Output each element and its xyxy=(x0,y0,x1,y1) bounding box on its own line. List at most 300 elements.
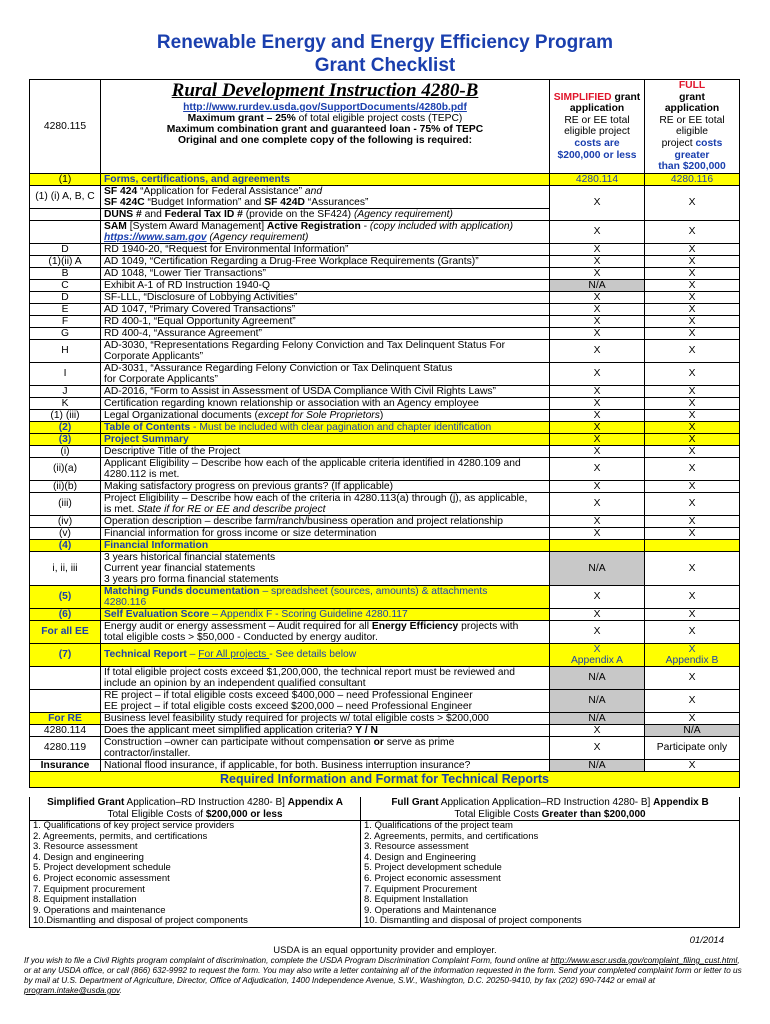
text: RE or EE total xyxy=(564,114,630,126)
table-cell: X xyxy=(550,515,645,527)
table-row xyxy=(30,643,740,666)
table-cell: X xyxy=(645,409,740,421)
table-cell xyxy=(101,409,550,421)
page-title xyxy=(0,31,770,77)
table-cell: (3) xyxy=(30,433,101,445)
table-cell: X xyxy=(550,409,645,421)
list-item: 7. Equipment procurement xyxy=(33,883,145,895)
text: 4280.112 is met. xyxy=(104,468,180,480)
table-cell: (6) xyxy=(30,608,101,620)
table-row xyxy=(30,279,740,291)
list-item: 6. Project economic assessment xyxy=(33,872,170,884)
text: RE or EE total eligible xyxy=(659,114,725,138)
table-cell: Descriptive Title of the Project xyxy=(101,445,550,457)
table-cell: N/A xyxy=(550,666,645,689)
table-cell: X xyxy=(550,243,645,255)
table-cell: I xyxy=(30,362,101,385)
list-item: 2. Agreements, permits, and certifications xyxy=(364,830,539,842)
list-item: 10.Dismantling and disposal of project components xyxy=(33,915,248,927)
text: contractor/installer. xyxy=(104,747,191,759)
table-cell xyxy=(101,585,550,608)
text: - Must be included with clear pagination and chapter identification xyxy=(190,421,492,433)
table-cell: X xyxy=(645,255,740,267)
text: Energy Efficiency xyxy=(371,620,459,632)
table-cell: AD-2016, “Form to Assist in Assessment of USDA Compliance With Civil Rights Laws” xyxy=(101,385,550,397)
table-cell: (1)(ii) A xyxy=(30,255,101,267)
text: application xyxy=(664,103,720,115)
table-cell: X xyxy=(645,759,740,771)
text: “Application for Federal Assistance” xyxy=(137,185,303,197)
table-cell: (ii)(b) xyxy=(30,480,101,492)
list-item: 1. Qualifications of the project team xyxy=(364,820,513,831)
table-row xyxy=(30,362,740,385)
text: (copy included with application) xyxy=(369,220,514,232)
table-cell: 4280.114 xyxy=(550,173,645,185)
table-row xyxy=(30,433,740,445)
text: - See details below xyxy=(269,649,357,661)
text: “Budget Information” and xyxy=(144,196,265,208)
text: Table of Contents xyxy=(104,421,191,433)
text: for Corporate Applicants” xyxy=(104,373,218,385)
table-cell: Project Summary xyxy=(101,433,550,445)
text: $200,000 or less xyxy=(205,808,283,820)
text: (Agency requirement) xyxy=(353,208,453,220)
table-row xyxy=(30,327,740,339)
table-cell: (i) xyxy=(30,445,101,457)
table-cell: X xyxy=(550,585,645,608)
text: 4280.115 xyxy=(43,120,87,132)
text: is met. xyxy=(104,503,138,515)
table-cell: X xyxy=(645,712,740,724)
table-cell: RD 1940-20, “Request for Environmental Information” xyxy=(101,243,550,255)
table-cell: X xyxy=(550,185,645,220)
text: Renewable Energy and Energy Efficiency Program xyxy=(156,32,614,53)
table-cell: X xyxy=(645,421,740,433)
text: For All projects xyxy=(198,649,270,661)
list-item: 4. Design and Engineering xyxy=(364,851,476,863)
text: Appendix A xyxy=(570,654,624,666)
text: . xyxy=(119,986,122,995)
text: total eligible costs > $50,000 - Conducted by energy auditor. xyxy=(104,631,378,643)
table-cell xyxy=(101,362,550,385)
full-report-items xyxy=(361,821,740,928)
text: than $200,000 xyxy=(658,161,726,173)
table-cell: Participate only xyxy=(645,736,740,759)
text: Corporate Applicants” xyxy=(104,350,204,362)
text: Full Grant xyxy=(391,797,439,808)
table-cell: X xyxy=(645,492,740,515)
table-row xyxy=(30,339,740,362)
text: AD-3031, “Assurance Regarding Felony Conviction or Tax Delinquent Status xyxy=(104,362,453,374)
text: Appendix A xyxy=(287,797,343,808)
table-cell: RD 400-4, “Assurance Agreement” xyxy=(101,327,550,339)
table-row xyxy=(30,527,740,539)
civil-rights-notice xyxy=(24,956,746,996)
text: Construction –owner can participate without compensation xyxy=(104,736,374,748)
text: Self Evaluation Score xyxy=(104,608,210,620)
text: application xyxy=(569,103,625,115)
text: - xyxy=(360,220,370,232)
table-cell xyxy=(101,643,550,666)
text: – xyxy=(186,649,199,661)
table-cell xyxy=(101,736,550,759)
rd-instruction-title: Rural Development Instruction 4280-B xyxy=(171,80,479,101)
simplified-report-items xyxy=(30,821,361,928)
table-cell: (4) xyxy=(30,539,101,551)
table-cell: Financial Information xyxy=(101,539,550,551)
list-item: 6. Project economic assessment xyxy=(364,872,501,884)
table-cell xyxy=(101,689,550,712)
table-cell: G xyxy=(30,327,101,339)
complaint-form-link[interactable]: http://www.ascr.usda.gov/complaint_filing_cust.html xyxy=(550,956,738,965)
table-cell: X xyxy=(645,385,740,397)
table-cell: N/A xyxy=(550,712,645,724)
table-row xyxy=(30,385,740,397)
text: – spreadsheet (sources, amounts) & attachments xyxy=(259,585,488,597)
table-row xyxy=(30,608,740,620)
text: If total eligible project costs exceed $1,200,000, the technical report must be reviewed and xyxy=(104,666,515,678)
table-cell: X xyxy=(550,527,645,539)
text: project xyxy=(661,137,696,149)
table-cell: X xyxy=(550,736,645,759)
table-cell xyxy=(30,689,101,712)
table-cell: B xyxy=(30,267,101,279)
table-cell: J xyxy=(30,385,101,397)
text: “Assurances” xyxy=(304,196,369,208)
table-cell: C xyxy=(30,279,101,291)
required-title: Required Information and Format for Technical Reports xyxy=(30,771,740,787)
table-cell: X xyxy=(645,433,740,445)
table-row xyxy=(30,585,740,608)
text: Matching Funds documentation xyxy=(104,585,260,597)
table-cell xyxy=(101,208,550,220)
table-cell: X xyxy=(645,315,740,327)
table-cell: X xyxy=(645,362,740,385)
table-cell: X xyxy=(645,243,740,255)
table-cell: X xyxy=(645,457,740,480)
list-item: 9. Operations and Maintenance xyxy=(364,904,497,916)
text: DUNS # xyxy=(104,208,142,220)
table-cell: X xyxy=(550,397,645,409)
table-cell: X xyxy=(645,608,740,620)
revision-date: 01/2014 xyxy=(689,935,724,946)
list-item: 9. Operations and maintenance xyxy=(33,904,166,916)
text: ) xyxy=(379,409,384,421)
table-row xyxy=(30,243,740,255)
table-cell: X xyxy=(550,339,645,362)
text: , or at any USDA office, or call (866) 632-9992 to request the form. You may also write a letter containing all of the information requested in the form. Send your completed complaint form or letter to us by mail at U.S. Department of Agriculture, Director, Office of Adjudication, 1400 Independence Avenue, S.W., Washington, D.C. 20250-9410, by fax (202) 690-7442 or email at xyxy=(24,956,742,985)
table-cell xyxy=(30,666,101,689)
equal-opportunity-statement: USDA is an equal opportunity provider and employer. xyxy=(273,945,497,956)
text: 3 years historical financial statements xyxy=(104,551,276,563)
table-cell: X xyxy=(550,421,645,433)
table-cell: X xyxy=(645,666,740,689)
table-cell: X xyxy=(645,527,740,539)
table-row xyxy=(30,397,740,409)
text: Total Eligible Costs xyxy=(454,808,542,820)
table-cell xyxy=(101,421,550,433)
header-cell xyxy=(101,80,550,174)
table-row xyxy=(30,515,740,527)
text: If you wish to file a Civil Rights program complaint of discrimination, complete the USDA Program Discrimination Complaint Form, found online at xyxy=(24,956,551,965)
table-row xyxy=(30,539,740,551)
table-row xyxy=(30,255,740,267)
text: grant xyxy=(611,91,641,103)
table-cell: Making satisfactory progress on previous grants? (If applicable) xyxy=(101,480,550,492)
table-cell xyxy=(101,666,550,689)
table-cell: X xyxy=(550,724,645,736)
table-cell xyxy=(645,539,740,551)
list-item: 4. Design and engineering xyxy=(33,851,144,863)
table-cell: K xyxy=(30,397,101,409)
text: Legal Organizational documents ( xyxy=(104,409,258,421)
table-cell: E xyxy=(30,303,101,315)
text: Total Eligible Costs of xyxy=(107,808,206,820)
list-item: 10. Dismantling and disposal of project components xyxy=(364,915,582,927)
table-cell: X xyxy=(645,185,740,220)
text: [System Award Management] xyxy=(126,220,267,232)
text: Greater than $200,000 xyxy=(541,808,646,820)
table-cell xyxy=(30,208,101,220)
section-ref xyxy=(30,80,101,174)
table-cell: Business level feasibility study required for projects w/ total eligible costs > $200,000 xyxy=(101,712,550,724)
table-cell: Exhibit A-1 of RD Instruction 1940-Q xyxy=(101,279,550,291)
technical-report-table xyxy=(29,797,740,928)
table-cell: X xyxy=(645,279,740,291)
table-cell: X xyxy=(645,445,740,457)
table-row xyxy=(30,689,740,712)
text: $200,000 or less xyxy=(557,149,637,161)
program-intake-email-link[interactable]: program.intake@usda.gov xyxy=(24,986,120,995)
table-cell: X xyxy=(550,492,645,515)
table-cell xyxy=(550,539,645,551)
table-cell: N/A xyxy=(550,551,645,585)
text: RE project – if total eligible costs exceed $400,000 – need Professional Engineer xyxy=(104,689,473,701)
table-cell xyxy=(550,643,645,666)
text: SF 424C xyxy=(104,196,145,208)
table-cell: X xyxy=(645,303,740,315)
table-cell xyxy=(101,620,550,643)
text: Federal Tax ID # xyxy=(164,208,243,220)
text: FULL xyxy=(678,80,706,91)
text: Applicant Eligibility – Describe how each of the applicable criteria identified in 4280.109 and xyxy=(104,457,521,469)
table-cell: X xyxy=(550,291,645,303)
table-cell: 4280.119 xyxy=(30,736,101,759)
table-cell: X xyxy=(550,303,645,315)
list-item: 3. Resource assessment xyxy=(33,841,138,853)
text: and xyxy=(141,208,165,220)
text: SIMPLIFIED xyxy=(553,91,612,103)
table-cell: (5) xyxy=(30,585,101,608)
table-row xyxy=(30,736,740,759)
table-cell xyxy=(101,220,550,243)
text: include an opinion by an independent qualified consultant xyxy=(104,677,366,689)
table-cell: D xyxy=(30,291,101,303)
list-item: 5. Project development schedule xyxy=(33,862,171,874)
table-cell: National flood insurance, if applicable, for both. Business interruption insurance? xyxy=(101,759,550,771)
text: Application–RD Instruction 4280- B] xyxy=(124,797,288,808)
text: SF 424 xyxy=(104,185,138,197)
table-cell: D xyxy=(30,243,101,255)
text: of total eligible project costs (TEPC) xyxy=(295,113,463,124)
table-cell: (ii)(a) xyxy=(30,457,101,480)
table-row xyxy=(30,315,740,327)
list-item: 1. Qualifications of key project service providers xyxy=(33,820,235,831)
table-row xyxy=(30,445,740,457)
table-cell: Insurance xyxy=(30,759,101,771)
table-cell: X xyxy=(550,433,645,445)
table-cell: (1) (iii) xyxy=(30,409,101,421)
table-cell: For all EE xyxy=(30,620,101,643)
table-cell: 4280.114 xyxy=(30,724,101,736)
table-cell: AD 1049, “Certification Regarding a Drug-Free Workplace Requirements (Grants)” xyxy=(101,255,550,267)
table-cell: (2) xyxy=(30,421,101,433)
table-cell: X xyxy=(550,220,645,243)
full-header xyxy=(645,80,740,174)
text: eligible project xyxy=(564,126,630,138)
req-list-row xyxy=(30,821,740,928)
simplified-report-header xyxy=(30,797,361,821)
table-cell: X xyxy=(645,515,740,527)
text: Grant Checklist xyxy=(314,55,456,76)
table-row xyxy=(30,291,740,303)
list-item: 3. Resource assessment xyxy=(364,841,469,853)
table-cell: X xyxy=(550,445,645,457)
text: – Appendix F - Scoring Guideline 4280.117 xyxy=(209,608,408,620)
text: Y / N xyxy=(355,724,378,736)
table-cell: i, ii, iii xyxy=(30,551,101,585)
table-row xyxy=(30,303,740,315)
text: Project Eligibility – Describe how each of the criteria in 4280.113(a) through (j), as applicable, xyxy=(104,492,528,504)
table-cell: X xyxy=(645,327,740,339)
table-cell: Financial information for gross income or size determination xyxy=(101,527,550,539)
text: Maximum combination grant and guaranteed loan - 75% of TEPC xyxy=(166,124,484,135)
list-item: 8. Equipment installation xyxy=(33,894,137,906)
req-header-row xyxy=(30,797,740,821)
text: or xyxy=(373,736,384,748)
table-row xyxy=(30,421,740,433)
table-cell: 4280.116 xyxy=(645,173,740,185)
list-item: 7. Equipment Procurement xyxy=(364,883,478,895)
table-cell xyxy=(101,339,550,362)
table-row xyxy=(30,759,740,771)
table-cell: N/A xyxy=(645,724,740,736)
table-cell: (1) xyxy=(30,173,101,185)
table-cell: H xyxy=(30,339,101,362)
table-cell: SF-LLL, “Disclosure of Lobbying Activities” xyxy=(101,291,550,303)
text: Application Application–RD Instruction 4280- B] xyxy=(438,797,654,808)
table-cell: (iv) xyxy=(30,515,101,527)
table-cell: N/A xyxy=(550,759,645,771)
table-cell: For RE xyxy=(30,712,101,724)
text: Maximum grant – 25% xyxy=(187,113,296,124)
table-cell: X xyxy=(645,585,740,608)
table-cell xyxy=(101,185,550,208)
text: Current year financial statements xyxy=(104,562,256,574)
text: AD-3030, “Representations Regarding Felony Conviction and Tax Delinquent Status For xyxy=(104,339,506,351)
text: costs are xyxy=(574,137,620,149)
table-cell: X xyxy=(550,267,645,279)
text: and xyxy=(302,185,323,197)
table-cell: X xyxy=(645,551,740,585)
table-row xyxy=(30,492,740,515)
table-cell: (v) xyxy=(30,527,101,539)
instruction-link[interactable]: http://www.rurdev.usda.gov/SupportDocuments/4280b.pdf xyxy=(183,102,467,113)
text: Technical Report xyxy=(104,649,187,661)
table-cell: (7) xyxy=(30,643,101,666)
text: Active Registration xyxy=(266,220,361,232)
table-cell xyxy=(101,492,550,515)
table-cell xyxy=(30,220,101,243)
text: grant xyxy=(679,91,705,103)
table-row xyxy=(30,173,740,185)
table-cell: N/A xyxy=(550,279,645,291)
table-cell: X xyxy=(550,608,645,620)
text: State if for RE or EE and describe project xyxy=(137,503,326,515)
text: Original and one complete copy of the following is required: xyxy=(177,135,473,146)
text: SAM xyxy=(104,220,127,232)
text: X xyxy=(688,643,696,655)
table-cell: AD 1048, “Lower Tier Transactions” xyxy=(101,267,550,279)
text: X xyxy=(593,643,601,655)
text: SF 424D xyxy=(264,196,305,208)
required-title-row xyxy=(30,771,740,787)
list-item: 2. Agreements, permits, and certifications xyxy=(33,830,208,842)
table-row xyxy=(30,551,740,585)
text: Energy audit or energy assessment – Audit required for all xyxy=(104,620,372,632)
table-row xyxy=(30,620,740,643)
table-cell: RD 400-1, “Equal Opportunity Agreement” xyxy=(101,315,550,327)
table-row xyxy=(30,267,740,279)
table-row xyxy=(30,724,740,736)
text: 4280.116 xyxy=(104,596,147,608)
table-row xyxy=(30,480,740,492)
text: EE project – if total eligible costs exceed $200,000 – need Professional Engineer xyxy=(104,700,473,712)
table-row xyxy=(30,712,740,724)
table-cell: X xyxy=(550,327,645,339)
text: projects with xyxy=(458,620,519,632)
text: Does the applicant meet simplified application criteria? xyxy=(104,724,356,736)
text: (Agency requirement) xyxy=(206,231,309,243)
table-cell: AD 1047, “Primary Covered Transactions” xyxy=(101,303,550,315)
text: Simplified Grant xyxy=(47,797,125,808)
list-item: 8. Equipment Installation xyxy=(364,894,469,906)
table-cell: X xyxy=(645,480,740,492)
table-cell: X xyxy=(645,291,740,303)
table-cell: X xyxy=(645,397,740,409)
table-cell: Forms, certifications, and agreements xyxy=(101,173,550,185)
table-cell: (iii) xyxy=(30,492,101,515)
text: serve as prime xyxy=(383,736,455,748)
table-row xyxy=(30,457,740,480)
table-cell: X xyxy=(550,480,645,492)
text: costs greater xyxy=(674,137,723,161)
table-cell xyxy=(101,608,550,620)
table-row xyxy=(30,666,740,689)
table-row xyxy=(30,185,740,208)
table-cell: X xyxy=(645,220,740,243)
text: except for Sole Proprietors xyxy=(257,409,380,421)
table-cell xyxy=(101,551,550,585)
table-cell: X xyxy=(550,255,645,267)
table-cell: Operation description – describe farm/ranch/business operation and project relationship xyxy=(101,515,550,527)
sam-link[interactable]: https://www.sam.gov xyxy=(104,231,207,243)
table-cell: X xyxy=(645,339,740,362)
table-cell: X xyxy=(645,267,740,279)
table-cell: X xyxy=(550,385,645,397)
table-cell: N/A xyxy=(550,689,645,712)
simplified-header xyxy=(550,80,645,174)
